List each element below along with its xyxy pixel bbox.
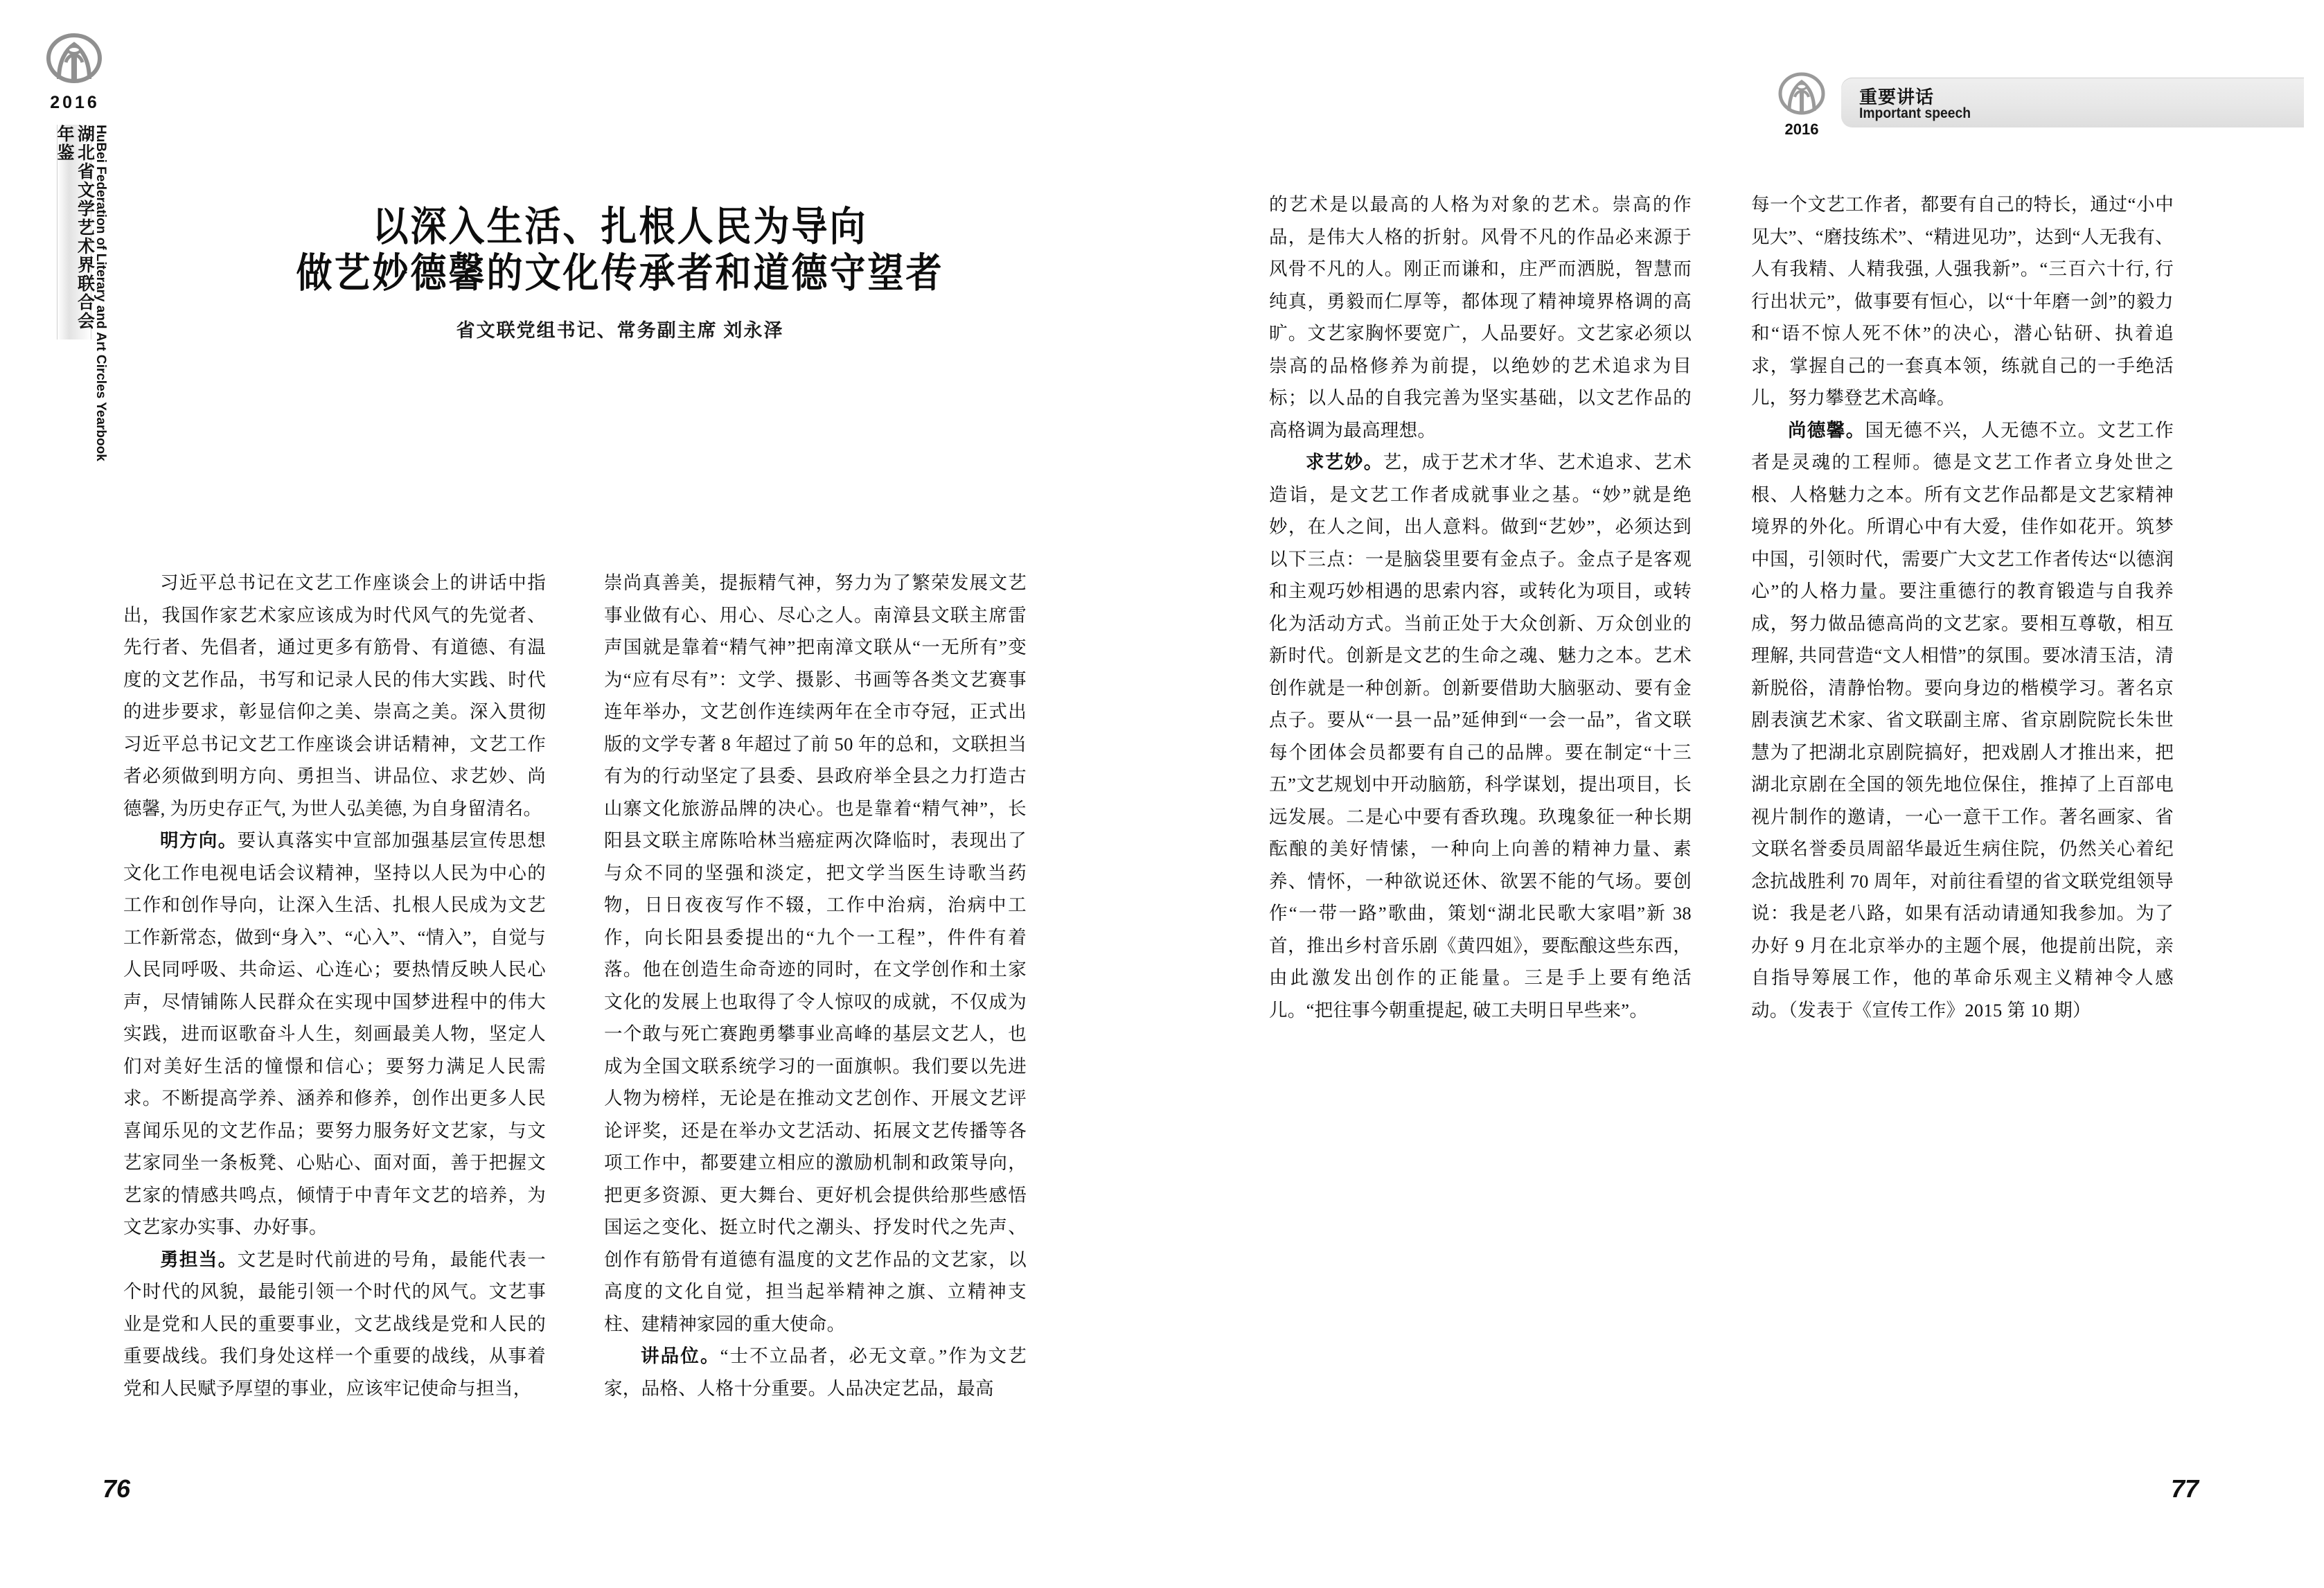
- paragraph: 的艺术是以最高的人格为对象的艺术。崇高的作品，是伟大人格的折射。风骨不凡的作品必来源于风骨不凡的人。刚正而谦和，庄严而洒脱，智慧而纯真，勇毅而仁厚等，都体现了精神境界格调的高旷。文艺家胸怀要宽广，人品要好。文艺家必须以崇高的品格修养为前提，以绝妙的艺术追求为目标；以人品的自我完善为坚实基础，以文艺作品的高格调为最高理想。: [1269, 194, 1692, 441]
- section-header: [1777, 71, 2304, 140]
- sidebar-vertical-title-en: HuBei Federation of Literary and Art Circles Yearbook: [94, 125, 108, 461]
- yearbook-emblem-icon: [1777, 71, 1826, 119]
- text-column-1: [123, 567, 546, 1399]
- article-title-block: [159, 202, 1081, 342]
- paragraph: 崇尚真善美，提振精气神，努力为了繁荣发展文艺事业做有心、用心、尽心之人。南漳县文联主席雷声国就是靠着“精气神”把南漳文联从“一无所有”变为“应有尽有”：文学、摄影、书画等各类文艺赛事连年举办，文艺创作连续两年在全市夺冠，正式出版的文学专著 8 年超过了前 50 年的总和，文联担当有为的行动坚定了县委、县政府举全县之力打造古山寨文化旅游品牌的决心。也是靠着“精气神”，长阳县文联主席陈哈林当癌症两次降临时，表现出了与众不同的坚强和淡定，把文学当医生诗歌当药物，日日夜夜写作不辍，工作中治病，治病中工作，向长阳县委提出的“九个一工程”，件件有着落。他在创造生命奇迹的同时，在文学创作和土家文化的发展上也取得了令人惊叹的成就，不仅成为一个敢与死亡赛跑勇攀事业高峰的基层文艺人，也成为全国文联系统学习的一面旗帜。我们要以先进人物为榜样，无论是在推动文艺创作、开展文艺评论评奖，还是在举办文艺活动、拓展文艺传播等各项工作中，都要建立相应的激励机制和政策导向，把更多资源、更大舞台、更好机会提供给那些感悟国运之变化、挺立时代之潮头、抒发时代之先声、创作有筋骨有道德有温度的文艺作品的文艺家，以高度的文化自觉，担当起举精神之旗、立精神支柱、建精神家园的重大使命。: [604, 572, 1027, 1334]
- page-number-right: 77: [2171, 1474, 2199, 1503]
- text-column-2: [604, 567, 1027, 1399]
- section-title-cn: 重要讲话: [1859, 87, 1935, 107]
- section-header-pill: [1841, 78, 2304, 127]
- article-title-line-1: 以深入生活、扎根人民为导向: [372, 205, 868, 250]
- article-byline: 省文联党组书记、常务副主席 刘永泽: [456, 320, 784, 342]
- paragraph-body: 要认真落实中宣部加强基层宣传思想文化工作电视电话会议精神，坚持以人民为中心的工作和创作导向，让深入生活、扎根人民成为文艺工作新常态，做到“身入”、“心入”、“情入”，自觉与人民同呼吸、共命运、心连心；要热情反映人民心声，尽情铺陈人民群众在实现中国梦进程中的伟大实践，进而讴歌奋斗人生，刻画最美人物，坚定人们对美好生活的憧憬和信心；要努力满足人民需求。不断提高学养、涵养和修养，创作出更多人民喜闻乐见的文艺作品；要努力服务好文艺家，与文艺家同坐一条板凳、心贴心、面对面，善于把握文艺家的情感共鸣点，倾情于中青年文艺的培养，为文艺家办实事、办好事。: [123, 830, 546, 1237]
- paragraph: [123, 1244, 546, 1405]
- yearbook-emblem-icon: [45, 30, 103, 89]
- paragraph: [1751, 414, 2174, 1027]
- paragraph-lead: 明方向。: [160, 830, 238, 851]
- sidebar-vertical-title-plate: [55, 125, 94, 339]
- paragraph: 习近平总书记在文艺工作座谈会上的讲话中指出，我国作家艺术家应该成为时代风气的先觉者、先行者、先倡者，通过更多有筋骨、有道德、有温度的文艺作品，书写和记录人民的伟大实践、时代的进步要求，彰显信仰之美、崇高之美。深入贯彻习近平总书记文艺工作座谈会讲话精神，文艺工作者必须做到明方向、勇担当、讲品位、求艺妙、尚德馨, 为历史存正气, 为世人弘美德, 为自身留清名。: [123, 572, 546, 819]
- sidebar-vertical-title-cn: 湖北省文学艺术界联合会年鉴: [55, 125, 94, 330]
- paragraph-body: 文艺是时代前进的号角，最能代表一个时代的风貌，最能引领一个时代的风气。文艺事业是党和人民的重要事业，文艺战线是党和人民的重要战线。我们身处这样一个重要的战线，从事着党和人民赋予厚望的事业，应该牢记使命与担当，: [123, 1249, 546, 1399]
- text-column-3: [1269, 188, 1692, 1352]
- section-header-year: 2016: [1784, 121, 1819, 138]
- sidebar-year: 2016: [50, 93, 100, 112]
- paragraph: 每一个文艺工作者，都要有自己的特长，通过“小中见大”、“磨技练术”、“精进见功”，达到“人无我有、人有我精、人精我强, 人强我新”。“三百六十行, 行行出状元”，做事要有恒心，以“十年磨一剑”的毅力和“语不惊人死不休”的决心，潜心钻研、执着追求，掌握自己的一套真本领，练就自己的一手绝活儿，努力攀登艺术高峰。: [1751, 194, 2174, 408]
- paragraph-body: “士不立品者，必无文章。”作为文艺家，品格、人格十分重要。人品决定艺品，最高: [604, 1346, 1027, 1399]
- paragraph-body: 国无德不兴，人无德不立。文艺工作者是灵魂的工程师。德是文艺工作者立身处世之根、人格魅力之本。所有文艺作品都是文艺家精神境界的外化。所谓心中有大爱，佳作如花开。筑梦中国，引领时代，需要广大文艺工作者传达“以德润心”的人格力量。要注重德行的教育锻造与自我养成，努力做品德高尚的文艺家。要相互尊敬，相互理解, 共同营造“文人相惜”的氛围。要冰清玉洁，清新脱俗，清静怡物。要向身边的楷模学习。著名京剧表演艺术家、省文联副主席、省京剧院院长朱世慧为了把湖北京剧院搞好，把戏剧人才推出来，把湖北京剧在全国的领先地位保住，推掉了上百部电视片制作的邀请，一心一意干工作。著名画家、省文联名誉委员周韶华最近生病住院，仍然关心着纪念抗战胜利 70 周年，对前往看望的省文联党组领导说：我是老八路，如果有活动请通知我参加。为了办好 9 月在北京举办的主题个展，他提前出院，亲自指导筹展工作，他的革命乐观主义精神令人感动。（发表于《宣传工作》2015 第 10 期）: [1751, 419, 2174, 1021]
- paragraph-lead: 讲品位。: [641, 1346, 720, 1366]
- section-title-en: Important speech: [1859, 105, 1971, 121]
- paragraph-lead: 尚德馨。: [1788, 419, 1865, 441]
- paragraph-lead: 勇担当。: [160, 1249, 238, 1270]
- left-sidebar: [21, 30, 135, 654]
- article-title-line-2: 做艺妙德馨的文化传承者和道德守望者: [296, 252, 944, 296]
- paragraph-body: 艺，成于艺术才华、艺术追求、艺术造诣，是文艺工作者成就事业之基。“妙”就是绝妙，在人之间，出人意料。做到“艺妙”，必须达到以下三点：一是脑袋里要有金点子。金点子是客观和主观巧妙相遇的思索内容，或转化为项目，或转化为活动方式。当前正处于大众创新、万众创业的新时代。创新是文艺的生命之魂、魅力之本。艺术创作就是一种创新。创新要借助大脑驱动、要有金点子。要从“一县一品”延伸到“一会一品”，省文联每个团体会员都要有自己的品牌。要在制定“十三五”文艺规划中开动脑筋，科学谋划，提出项目，长远发展。二是心中要有香玖瑰。玖瑰象征一种长期酝酿的美好情愫，一种向上向善的精神力量、素养、情怀，一种欲说还休、欲罢不能的气场。要创作“一带一路”歌曲，策划“湖北民歌大家唱”新 38 首，推出乡村音乐剧《黄四姐》，要酝酿这些东西，由此激发出创作的正能量。三是手上要有绝活儿。“把往事今朝重提起, 破工夫明日早些来”。: [1269, 452, 1692, 1021]
- paragraph: [604, 1340, 1027, 1404]
- page-number-left: 76: [103, 1474, 131, 1503]
- paragraph-lead: 求艺妙。: [1306, 452, 1383, 473]
- paragraph: [1269, 446, 1692, 1026]
- text-column-4: [1751, 188, 2174, 1352]
- paragraph: [123, 824, 546, 1244]
